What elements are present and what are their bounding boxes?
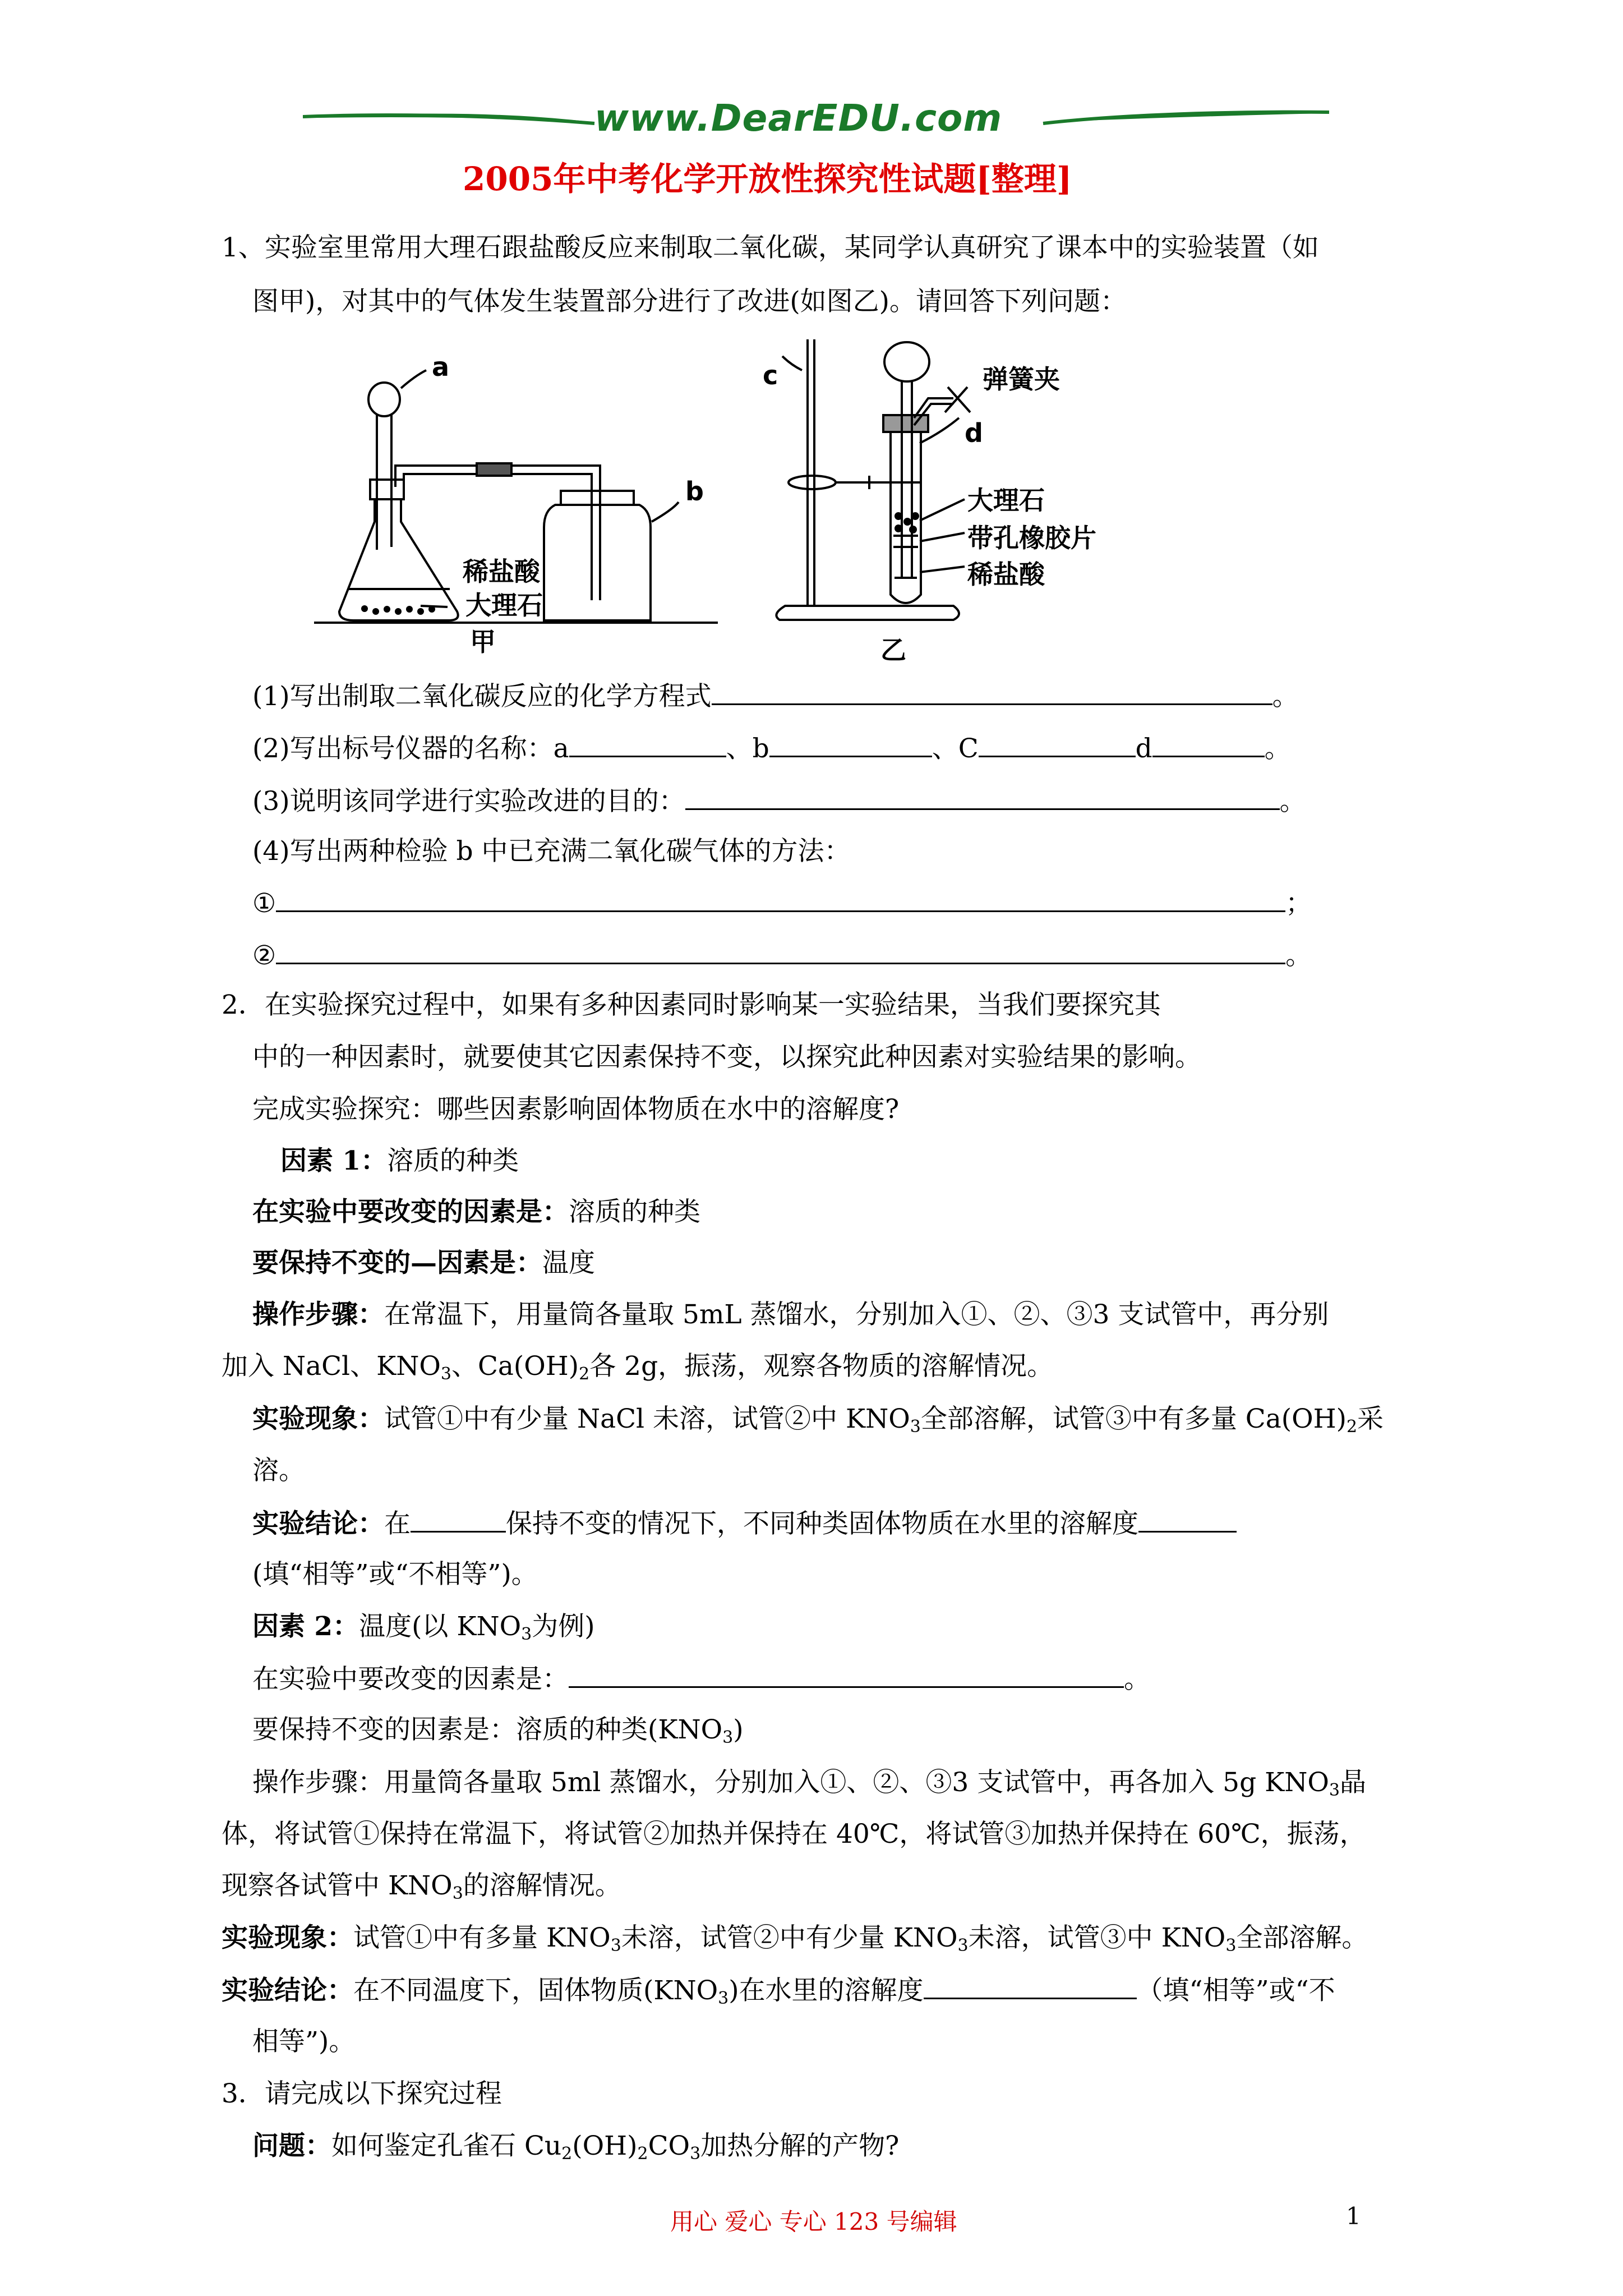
q2-op1: 操作步骤：在常温下，用量筒各量取 5mL 蒸馏水，分别加入①、②、③3 支试管中，再分别 [252, 1299, 1329, 1330]
q2-keep2: 要保持不变的因素是：溶质的种类$(KNO_3)$ [252, 1714, 744, 1747]
answer-blank-c[interactable] [979, 731, 1136, 757]
answer-blank-change[interactable] [569, 1662, 1124, 1688]
label-hcl-jia: 稀盐酸 [463, 556, 540, 587]
caption-yi: 乙 [880, 635, 906, 665]
answer-blank-d[interactable] [1152, 731, 1265, 757]
q1-method1: ① ； [252, 886, 1312, 921]
label-marble-jia: 大理石 [465, 590, 543, 620]
answer-blank-method1[interactable] [276, 886, 1285, 912]
q2-phenomenon-2: 实验现象：试管①中有多量 $KNO_3$未溶，试管②中有少量 $KNO_3$未溶，试管③中 $KNO_3$全部溶解。 [222, 1922, 1368, 1955]
answer-blank-solubility[interactable] [1138, 1506, 1237, 1533]
q2-op2: 加入 NaCl、$KNO_3$、$Ca(OH)_2$各 2g，振荡，观察各物质的溶解情况。 [222, 1351, 1054, 1384]
answer-blank-a[interactable] [569, 731, 726, 757]
answer-blank-temp-solubility[interactable] [924, 1973, 1137, 1999]
label-hcl-yi: 稀盐酸 [967, 559, 1045, 590]
q2-factor1: 因素 1：溶质的种类 [280, 1145, 519, 1176]
apparatus-jia [314, 353, 718, 668]
q2-conclusion2: (填“相等”或“不相等”)。 [252, 1559, 538, 1590]
q2-line3: 完成实验探究：哪些因素影响固体物质在水中的溶解度? [252, 1094, 900, 1125]
q1-s4: (4)写出两种检验 b 中已充满二氧化碳气体的方法： [252, 836, 851, 867]
label-marble-yi: 大理石 [967, 485, 1045, 516]
caption-jia: 甲 [470, 627, 496, 657]
header-url[interactable]: www.DearEDU.com [594, 96, 1003, 140]
label-b: b [685, 476, 704, 507]
q2-op2-1: 操作步骤：用量筒各量取 5ml 蒸馏水，分别加入①、②、③3 支试管中，再各加入 5g $KNO_3$晶 [252, 1767, 1366, 1800]
footer-text: 用心 爱心 专心 123 号编辑 [670, 2208, 957, 2235]
q1-s3: (3)说明该同学进行实验改进的目的： 。 [252, 784, 1306, 818]
q1-line1: 1、实验室里常用大理石跟盐酸反应来制取二氧化碳，某同学认真研究了课本中的实验装置（如 [222, 232, 1319, 263]
label-d: d [965, 418, 983, 448]
answer-blank-b[interactable] [769, 731, 932, 757]
q2-change: 在实验中要改变的因素是：溶质的种类 [252, 1197, 700, 1227]
q2-op2-2: 体，将试管①保持在常温下，将试管②加热并保持在 40℃，将试管③加热并保持在 60℃，振荡， [222, 1819, 1366, 1849]
answer-blank-constant[interactable] [411, 1506, 506, 1533]
q2-line1: 2．在实验探究过程中，如果有多种因素同时影响某一实验结果，当我们要探究其 [222, 990, 1161, 1020]
page-number: 1 [1346, 2202, 1361, 2230]
q2-op2-3: 现察各试管中 $KNO_3$的溶解情况。 [222, 1870, 621, 1903]
q2-change2: 在实验中要改变的因素是： 。 [252, 1662, 1150, 1696]
q2-conclusion-2b: 相等”)。 [252, 2026, 356, 2057]
page-title: 2005年中考化学开放性探究性试题[整理] [463, 160, 1072, 198]
q2-line2: 中的一种因素时，就要使其它因素保持不变，以探究此种因素对实验结果的影响。 [252, 1042, 1201, 1073]
q1-s1: (1)写出制取二氧化碳反应的化学方程式 。 [252, 679, 1299, 714]
label-rubber: 带孔橡胶片 [967, 523, 1096, 553]
q3-line1: 3．请完成以下探究过程 [222, 2078, 502, 2109]
q3-question: 问题：如何鉴定孔雀石 $Cu_2(OH)_2CO_3$加热分解的产物? [252, 2131, 900, 2164]
apparatus-yi [751, 331, 1155, 679]
q2-phenomenon2: 溶。 [252, 1455, 305, 1486]
q2-conclusion-2: 实验结论：在不同温度下，固体物质$(KNO_3)$在水里的溶解度 （填“相等”或“不 [222, 1973, 1335, 2008]
q1-s2: (2)写出标号仪器的名称：a 、b 、C d 。 [252, 731, 1291, 766]
q1-line2: 图甲)，对其中的气体发生装置部分进行了改进(如图乙)。请回答下列问题： [252, 286, 1127, 317]
q2-factor2: 因素 2：温度(以 $KNO_3$为例) [252, 1611, 595, 1644]
label-c: c [763, 360, 778, 390]
q2-keep: 要保持不变的—因素是：温度 [252, 1248, 595, 1278]
answer-blank-equation[interactable] [712, 679, 1272, 705]
q2-conclusion: 实验结论：在 保持不变的情况下，不同种类固体物质在水里的溶解度 [252, 1506, 1237, 1541]
answer-blank-method2[interactable] [276, 938, 1285, 964]
q1-method2: ② 。 [252, 938, 1312, 973]
answer-blank-purpose[interactable] [685, 784, 1280, 810]
q2-phenomenon: 实验现象：试管①中有少量 NaCl 未溶，试管②中 $KNO_3$全部溶解，试管③中有多量 $Ca(OH)_2$采 [252, 1404, 1384, 1437]
label-clip: 弹簧夹 [983, 364, 1060, 394]
label-a: a [432, 353, 450, 382]
